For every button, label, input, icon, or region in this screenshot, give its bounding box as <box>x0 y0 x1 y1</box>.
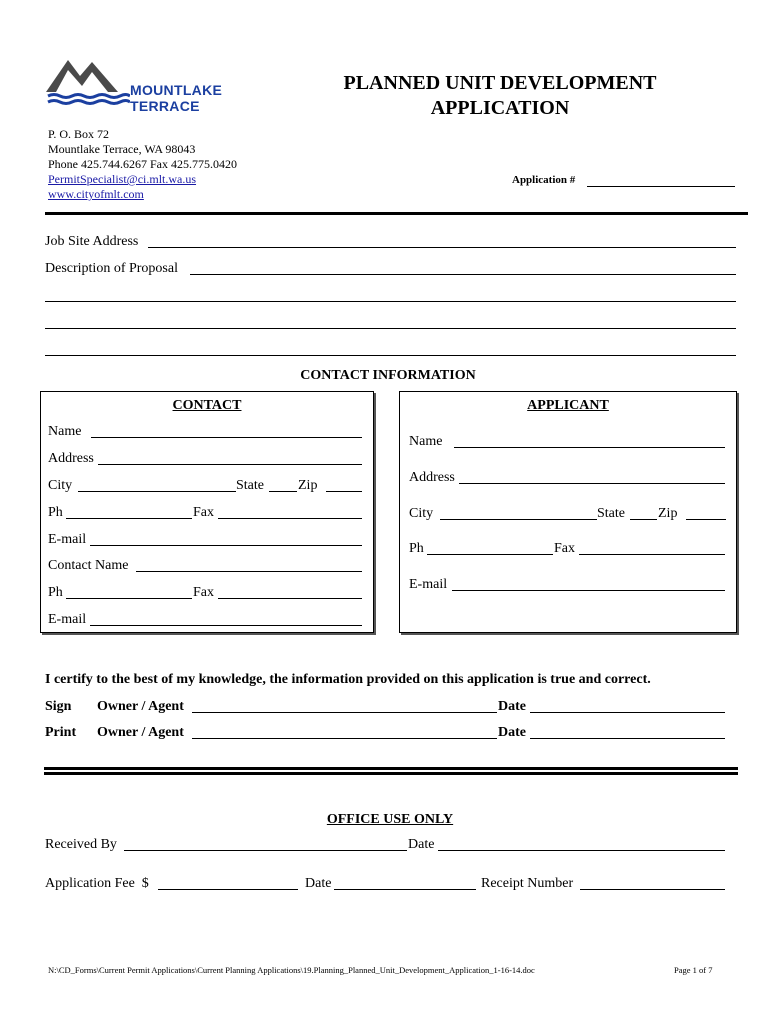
application-fee-label: Application Fee $ <box>45 876 149 891</box>
contact-contact-name-label: Contact Name <box>48 558 129 573</box>
applicant-city-field[interactable] <box>440 519 597 520</box>
contact-ph2-label: Ph <box>48 585 63 600</box>
print-label: Print <box>45 725 77 740</box>
received-date-field[interactable] <box>438 850 725 851</box>
applicant-address-label: Address <box>409 470 455 485</box>
contact-zip-label: Zip <box>298 478 318 493</box>
application-number-field[interactable] <box>587 186 735 187</box>
applicant-email-label: E-mail <box>409 577 448 592</box>
po-box: P. O. Box 72 <box>48 127 110 141</box>
print-date-field[interactable] <box>530 738 725 739</box>
description-field-4[interactable] <box>45 355 736 356</box>
received-date-label: Date <box>408 837 435 852</box>
contact-heading: CONTACT <box>172 398 242 413</box>
applicant-heading: APPLICANT <box>527 398 609 413</box>
sign-date-field[interactable] <box>530 712 725 713</box>
contact-ph-field[interactable] <box>66 518 192 519</box>
fee-date-field[interactable] <box>334 889 476 890</box>
contact-zip-field[interactable] <box>326 491 362 492</box>
applicant-email-field[interactable] <box>452 590 725 591</box>
footer-page-number: Page 1 of 7 <box>674 965 713 975</box>
contact-information-heading: CONTACT INFORMATION <box>300 368 476 383</box>
certification-statement: I certify to the best of my knowledge, the information provided on this application is true and correct. <box>45 672 651 687</box>
form-title-line2: APPLICATION <box>430 97 570 119</box>
header-divider <box>45 212 748 215</box>
contact-email-label: E-mail <box>48 532 87 547</box>
contact-state-label: State <box>236 478 264 493</box>
applicant-name-label: Name <box>409 434 443 449</box>
contact-name-label: Name <box>48 424 82 439</box>
applicant-state-label: State <box>597 506 625 521</box>
applicant-address-field[interactable] <box>459 483 725 484</box>
contact-contact-name-field[interactable] <box>136 571 362 572</box>
office-divider-top <box>44 767 738 770</box>
receipt-number-label: Receipt Number <box>481 876 574 891</box>
applicant-ph-label: Ph <box>409 541 424 556</box>
description-label: Description of Proposal <box>45 261 178 276</box>
contact-address-label: Address <box>48 451 94 466</box>
received-by-field[interactable] <box>124 850 407 851</box>
contact-name-field[interactable] <box>91 437 362 438</box>
contact-city-field[interactable] <box>78 491 236 492</box>
applicant-zip-field[interactable] <box>686 519 726 520</box>
fee-date-label: Date <box>305 876 332 891</box>
applicant-fax-field[interactable] <box>579 554 725 555</box>
applicant-box <box>399 391 737 633</box>
phone-fax: Phone 425.744.6267 Fax 425.775.0420 <box>48 157 237 171</box>
contact-fax2-label: Fax <box>193 585 214 600</box>
contact-fax-label: Fax <box>193 505 214 520</box>
receipt-number-field[interactable] <box>580 889 725 890</box>
office-use-heading: OFFICE USE ONLY <box>326 812 454 827</box>
application-fee-field[interactable] <box>158 889 298 890</box>
applicant-fax-label: Fax <box>554 541 575 556</box>
job-site-address-field[interactable] <box>148 247 736 248</box>
contact-address-field[interactable] <box>98 464 362 465</box>
application-number-label: Application # <box>512 174 576 186</box>
description-field-3[interactable] <box>45 328 736 329</box>
applicant-city-label: City <box>409 506 434 521</box>
description-field-2[interactable] <box>45 301 736 302</box>
sign-date-label: Date <box>498 699 526 714</box>
print-owner-agent-field[interactable] <box>192 738 497 739</box>
contact-email2-field[interactable] <box>90 625 362 626</box>
sign-owner-agent-field[interactable] <box>192 712 497 713</box>
applicant-name-field[interactable] <box>454 447 725 448</box>
sign-label: Sign <box>45 699 72 714</box>
contact-email2-label: E-mail <box>48 612 87 627</box>
contact-fax-field[interactable] <box>218 518 362 519</box>
contact-email-field[interactable] <box>90 545 362 546</box>
form-title-line1: PLANNED UNIT DEVELOPMENT <box>343 72 657 94</box>
office-divider-bottom <box>44 772 738 775</box>
applicant-ph-field[interactable] <box>427 554 553 555</box>
mountain-logo-icon <box>46 56 130 110</box>
contact-city-label: City <box>48 478 73 493</box>
contact-state-field[interactable] <box>269 491 297 492</box>
email-link[interactable]: PermitSpecialist@ci.mlt.wa.us <box>48 172 197 186</box>
contact-fax2-field[interactable] <box>218 598 362 599</box>
applicant-zip-label: Zip <box>658 506 678 521</box>
logo-text-terrace: TERRACE <box>130 98 200 114</box>
contact-ph-label: Ph <box>48 505 63 520</box>
contact-ph2-field[interactable] <box>66 598 192 599</box>
print-owner-agent-label: Owner / Agent <box>97 725 184 740</box>
city-address: Mountlake Terrace, WA 98043 <box>48 142 196 156</box>
footer-file-path: N:\CD_Forms\Current Permit Applications\Current Planning Applications\19.Planning_Planned_Unit_Development_Application_1-16-14.doc <box>48 965 535 975</box>
print-date-label: Date <box>498 725 526 740</box>
job-site-address-label: Job Site Address <box>45 234 139 249</box>
logo-text-mountlake: MOUNTLAKE <box>130 82 223 98</box>
applicant-state-field[interactable] <box>630 519 657 520</box>
description-field-1[interactable] <box>190 274 736 275</box>
received-by-label: Received By <box>45 837 117 852</box>
sign-owner-agent-label: Owner / Agent <box>97 699 184 714</box>
website-link[interactable]: www.cityofmlt.com <box>48 187 144 201</box>
city-logo <box>46 56 246 114</box>
